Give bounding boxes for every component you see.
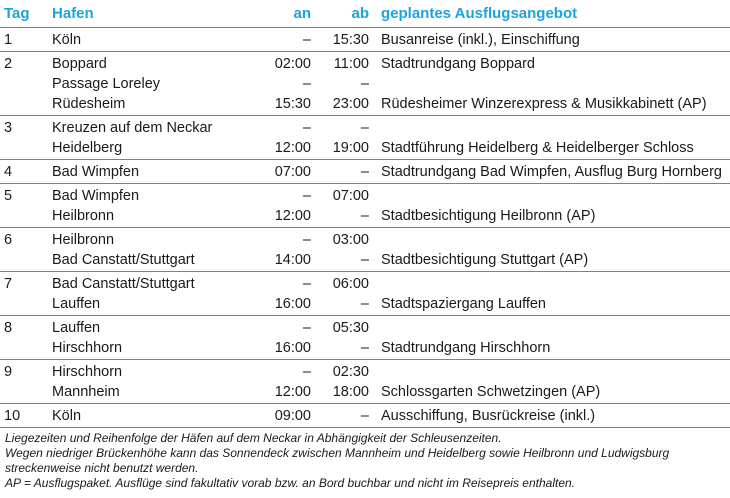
row-line [0,162,730,182]
row-line [0,118,730,138]
row-line [0,186,730,206]
port-name: Passage Loreley [52,76,161,92]
day-number: 2 [4,56,13,72]
port-name: Bad Canstatt/Stuttgart [52,276,195,292]
port-name: Heidelberg [52,140,123,156]
arrival-time: – [302,364,311,380]
row-line [0,206,730,226]
excursion-offer: Schlossgarten Schwetzingen (AP) [381,384,601,400]
departure-time: 15:30 [332,32,369,48]
table-row [0,360,730,404]
departure-time: – [360,208,369,224]
row-line [0,250,730,270]
day-number: 1 [4,32,13,48]
arrival-time: 16:00 [274,340,311,356]
table-body [0,27,730,428]
row-line [0,94,730,114]
departure-time: – [360,252,369,268]
row-line [0,406,730,426]
departure-time: 03:00 [332,232,369,248]
excursion-offer: Stadtführung Heidelberg & Heidelberger Schloss [381,140,694,156]
row-line [0,294,730,314]
excursion-offer: Stadtbesichtigung Stuttgart (AP) [381,252,589,268]
footnote-line: streckenweise nicht benutzt werden. [5,461,199,475]
arrival-time: – [302,120,311,136]
port-name: Köln [52,32,82,48]
departure-time: 11:00 [333,56,369,72]
arrival-time: 09:00 [274,408,311,424]
header-tag: Tag [4,5,30,22]
departure-time: 23:00 [332,96,369,112]
port-name: Hirschhorn [52,340,123,356]
excursion-offer: Ausschiffung, Busrückreise (inkl.) [381,408,596,424]
port-name: Bad Canstatt/Stuttgart [52,252,195,268]
port-name: Mannheim [52,384,120,400]
row-line [0,362,730,382]
day-number: 4 [4,164,13,180]
day-number: 8 [4,320,13,336]
header-an: an [293,5,311,22]
table-row [0,160,730,184]
day-number: 9 [4,364,13,380]
arrival-time: 16:00 [274,296,311,312]
departure-time: 02:30 [332,364,369,380]
port-name: Boppard [52,56,107,72]
table-row [0,52,730,116]
excursion-offer: Stadtbesichtigung Heilbronn (AP) [381,208,596,224]
departure-time: – [360,340,369,356]
day-number: 7 [4,276,13,292]
row-line [0,138,730,158]
row-line [0,74,730,94]
port-name: Rüdesheim [52,96,126,112]
row-line [0,382,730,402]
arrival-time: 07:00 [274,164,311,180]
excursion-offer: Busanreise (inkl.), Einschiffung [381,32,580,48]
departure-time: 19:00 [332,140,369,156]
port-name: Bad Wimpfen [52,164,140,180]
departure-time: – [360,76,369,92]
arrival-time: 15:30 [274,96,311,112]
row-line [0,318,730,338]
header-hafen: Hafen [52,5,94,22]
arrival-time: 02:00 [274,56,311,72]
row-line [0,230,730,250]
excursion-offer: Stadtspaziergang Lauffen [381,296,547,312]
footnote-line: Liegezeiten und Reihenfolge der Häfen auf dem Neckar in Abhängigkeit der Schleusenzeiten. [5,431,502,445]
arrival-time: – [302,76,311,92]
table-row [0,184,730,228]
header-ab: ab [351,5,369,22]
port-name: Lauffen [52,320,101,336]
port-name: Lauffen [52,296,101,312]
day-number: 3 [4,120,13,136]
port-name: Bad Wimpfen [52,188,140,204]
arrival-time: 12:00 [274,140,311,156]
table-header [0,0,730,27]
excursion-offer: Stadtrundgang Bad Wimpfen, Ausflug Burg Hornberg [381,164,722,180]
departure-time: – [360,164,369,180]
row-line [0,338,730,358]
departure-time: 07:00 [332,188,369,204]
arrival-time: – [302,276,311,292]
port-name: Heilbronn [52,232,115,248]
footnotes [0,431,730,491]
departure-time: – [360,408,369,424]
departure-time: – [360,120,369,136]
port-name: Hirschhorn [52,364,123,380]
day-number: 10 [4,408,21,424]
departure-time: 18:00 [332,384,369,400]
arrival-time: – [302,232,311,248]
departure-time: 05:30 [332,320,369,336]
departure-time: 06:00 [332,276,369,292]
departure-time: – [360,296,369,312]
arrival-time: – [302,188,311,204]
port-name: Kreuzen auf dem Neckar [52,120,213,136]
excursion-offer: Stadtrundgang Boppard [381,56,535,72]
footnote-line: AP = Ausflugspaket. Ausflüge sind fakultativ vorab bzw. an Bord buchbar und nicht im Reisepreis enthalten. [5,476,575,490]
port-name: Köln [52,408,82,424]
arrival-time: 14:00 [274,252,311,268]
footnote-line: Wegen niedriger Brückenhöhe kann das Sonnendeck zwischen Mannheim und Heidelberg sowie Heilbronn und Ludwigsburg [5,446,670,460]
table-row [0,116,730,160]
excursion-offer: Stadtrundgang Hirschhorn [381,340,551,356]
table-row [0,272,730,316]
row-line [0,274,730,294]
table-row [0,316,730,360]
table-row [0,404,730,428]
row-line [0,54,730,74]
table-row [0,28,730,52]
row-line [0,30,730,50]
port-name: Heilbronn [52,208,115,224]
day-number: 6 [4,232,13,248]
table-row [0,228,730,272]
arrival-time: 12:00 [274,208,311,224]
day-number: 5 [4,188,13,204]
arrival-time: – [302,320,311,336]
arrival-time: 12:00 [274,384,311,400]
header-angebot: geplantes Ausflugsangebot [381,5,578,22]
arrival-time: – [302,32,311,48]
excursion-offer: Rüdesheimer Winzerexpress & Musikkabinett (AP) [381,96,707,112]
